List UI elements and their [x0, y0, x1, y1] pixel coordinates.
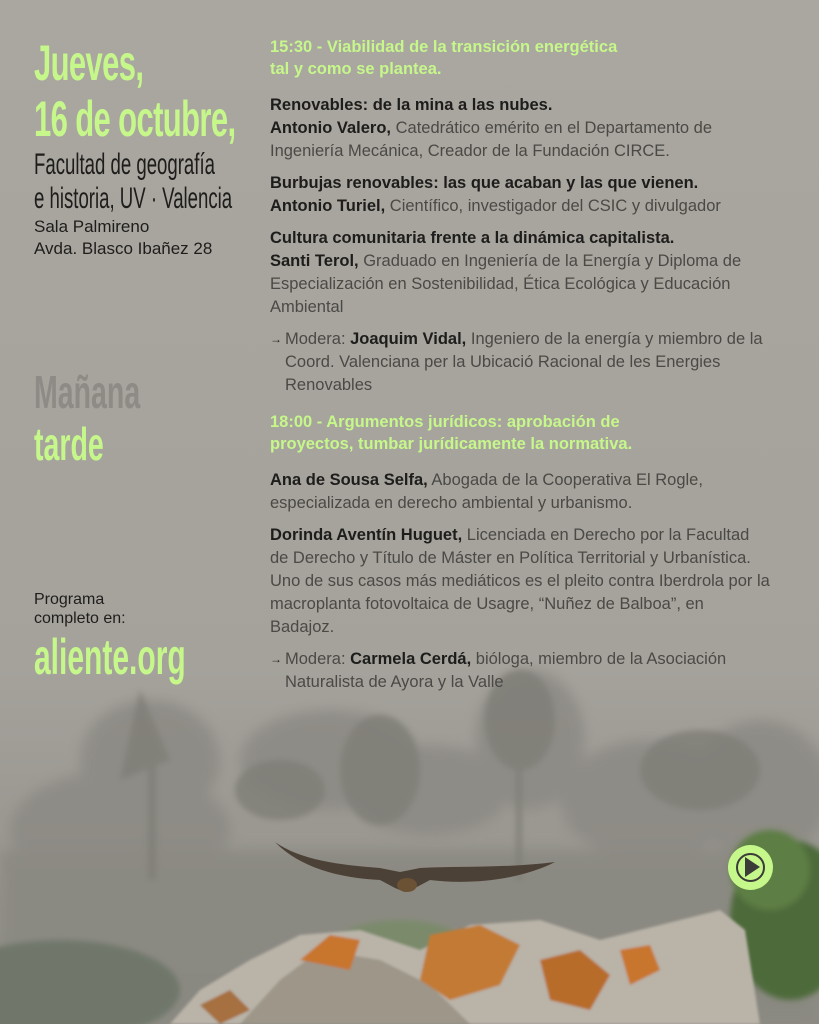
- slot-title-line: 15:30 - Viabilidad de la transición energética: [270, 38, 618, 56]
- speaker-name: Santi Terol,: [270, 252, 359, 270]
- slot-title-line: tal y como se plantea.: [270, 60, 442, 78]
- moderator-bio: Ingeniero de la energía y miembro de la Coord. Valenciana per la Ubicació Racional de les Energies Renovables: [285, 330, 763, 394]
- speaker-name: Antonio Valero,: [270, 119, 392, 137]
- speaker-name: Ana de Sousa Selfa,: [270, 471, 428, 489]
- speaker-bio: Catedrático emérito en el Departamento de Ingeniería Mecánica, Creador de la Fundación CIRCE.: [270, 119, 713, 160]
- talk-item: [270, 469, 770, 515]
- talk-title: Burbujas renovables: las que acaban y las que vienen.: [270, 174, 699, 192]
- arrow-right-icon: →: [270, 332, 282, 346]
- session-morning: Mañana: [34, 366, 141, 418]
- speaker-name: Dorinda Aventín Huguet,: [270, 526, 463, 544]
- play-button[interactable]: [728, 845, 773, 890]
- program-url-link[interactable]: aliente.org: [34, 629, 186, 685]
- session-label: [34, 366, 205, 470]
- talk-item: [270, 524, 770, 639]
- talk-title: Renovables: de la mina a las nubes.: [270, 96, 553, 114]
- slot-title: [270, 36, 770, 80]
- moderator-bio: bióloga, miembro de la Asociación Naturalista de Ayora y la Valle: [285, 650, 727, 691]
- venue-line-1: Facultad de geografía: [34, 148, 215, 181]
- talk-item: [270, 227, 770, 319]
- program-label-2: completo en:: [34, 610, 126, 627]
- date-line-1: Jueves,: [34, 35, 144, 91]
- moderator: [270, 328, 770, 397]
- speaker-bio: Licenciada en Derecho por la Facultad de Derecho y Título de Máster en Política Territorial y Urbanística. Uno de sus casos más mediáticos es el pleito contra Iberdrola por la macroplanta fotovoltaica de Usagre, “Nuñez de Balboa”, en Badajoz.: [270, 526, 770, 636]
- moderator-label: Modera:: [285, 650, 346, 668]
- date-line-2: 16 de octubre,: [34, 91, 236, 147]
- venue-line-2: e historia, UV · Valencia: [34, 182, 233, 215]
- speaker-bio: Abogada de la Cooperativa El Rogle, especializada en derecho ambiental y urbanismo.: [270, 471, 703, 512]
- program-link-block: [34, 590, 287, 686]
- slot-title-line: 18:00 - Argumentos jurídicos: aprobación de: [270, 413, 620, 431]
- talk-item: [270, 172, 770, 218]
- moderator-name: Carmela Cerdá,: [350, 650, 472, 668]
- room-line-1: Sala Palmireno: [34, 217, 150, 236]
- program-label-1: Programa: [34, 591, 105, 608]
- session-afternoon: tarde: [34, 418, 104, 470]
- talk-title: Cultura comunitaria frente a la dinámica capitalista.: [270, 229, 675, 247]
- event-info: [34, 36, 254, 260]
- moderator: [270, 648, 770, 694]
- moderator-label: Modera:: [285, 330, 346, 348]
- speaker-name: Antonio Turiel,: [270, 197, 386, 215]
- play-icon: [745, 857, 760, 877]
- moderator-name: Joaquim Vidal,: [350, 330, 467, 348]
- schedule: [270, 36, 770, 708]
- talk-item: [270, 94, 770, 163]
- arrow-right-icon: →: [270, 652, 282, 666]
- slot-title: [270, 411, 770, 455]
- speaker-bio: Graduado en Ingeniería de la Energía y Diploma de Especialización en Sostenibilidad, Ética Ecológica y Educación Ambiental: [270, 252, 742, 316]
- room-line-2: Avda. Blasco Ibañez 28: [34, 239, 213, 258]
- speaker-bio: Científico, investigador del CSIC y divulgador: [389, 197, 721, 215]
- slot-title-line: proyectos, tumbar jurídicamente la normativa.: [270, 435, 633, 453]
